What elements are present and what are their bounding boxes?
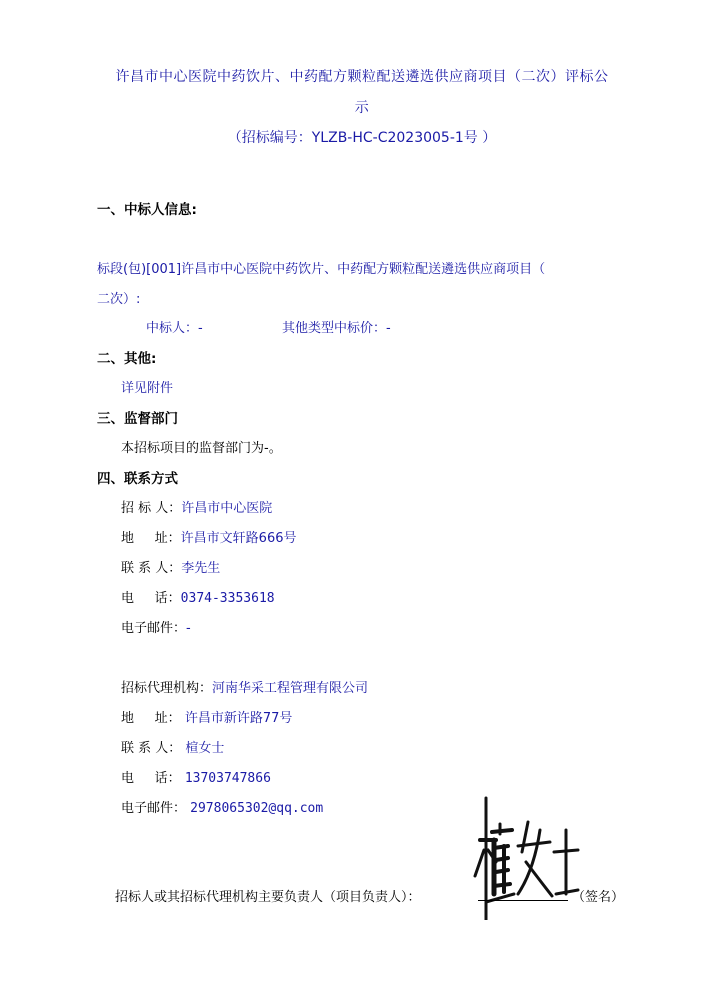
- tenderer-contact-row: [121, 557, 220, 576]
- signature-underline: [478, 900, 568, 901]
- lot-line1: 标段(包)[001]许昌市中心医院中药饮片、中药配方颗粒配送遴选供应商项目（: [97, 262, 546, 277]
- section2-heading: 二、其他:: [97, 351, 157, 367]
- agency-phone-value: 13703747866: [184, 771, 271, 786]
- agency-address-row: [121, 707, 292, 726]
- winner: 中标人：-: [146, 321, 203, 336]
- section1-heading: 一、中标人信息:: [97, 202, 197, 218]
- section4-heading: 四、联系方式: [97, 471, 178, 487]
- tenderer-address-row: [121, 527, 297, 546]
- section2-content: 详见附件: [121, 381, 174, 396]
- tenderer-name-value: 许昌市中心医院: [181, 501, 273, 516]
- agency-contact-value: 楦女士: [185, 741, 225, 756]
- section3-heading: 三、监督部门: [97, 411, 178, 427]
- tenderer-phone-value: 0374-3353618: [180, 591, 275, 606]
- document-title-line1: 许昌市中心医院中药饮片、中药配方颗粒配送遴选供应商项目（二次）评标公: [115, 69, 609, 85]
- signature-label: 招标人或其招标代理机构主要负责人（项目负责人）：: [115, 890, 421, 905]
- bid-number-text: （招标编号：YLZB-HC-C2023005-1号 ）: [227, 130, 497, 146]
- tenderer-email-row: [121, 617, 191, 636]
- tenderer-name-row: [121, 497, 272, 516]
- agency-email-label: 电子邮件：: [121, 801, 187, 816]
- section3-content: 本招标项目的监督部门为-。: [121, 441, 282, 456]
- document-title-line2: 示: [354, 100, 370, 116]
- tenderer-address-label: 地 址：: [121, 531, 181, 546]
- other-price: 其他类型中标价：-: [282, 321, 391, 336]
- agency-name-label: 招标代理机构：: [121, 681, 213, 696]
- agency-email-value: 2978065302@qq.com: [190, 801, 324, 816]
- tenderer-phone-row: [121, 587, 275, 606]
- bid-number: [0, 127, 724, 147]
- agency-address-value: 许昌市新许路77号: [184, 711, 293, 726]
- tenderer-contact-value: 李先生: [181, 561, 221, 576]
- lot-line2: 二次）:: [97, 292, 141, 307]
- tenderer-email-value: -: [186, 621, 191, 636]
- agency-name-value: 河南华采工程管理有限公司: [212, 681, 369, 696]
- agency-address-label: 地 址：: [121, 711, 181, 726]
- tenderer-address-value: 许昌市文轩路666号: [180, 531, 297, 546]
- agency-phone-row: [121, 767, 271, 786]
- agency-contact-label: 联 系 人：: [121, 741, 182, 756]
- tenderer-email-label: 电子邮件：: [121, 621, 187, 636]
- signature-suffix: （签名）: [572, 890, 625, 905]
- agency-phone-label: 电 话：: [121, 771, 181, 786]
- agency-name-row: [121, 677, 368, 696]
- tenderer-phone-label: 电 话：: [121, 591, 181, 606]
- agency-email-row: [121, 797, 323, 816]
- agency-contact-row: [121, 737, 224, 756]
- tenderer-contact-label: 联 系 人：: [121, 561, 182, 576]
- tenderer-name-label: 招 标 人：: [121, 501, 182, 516]
